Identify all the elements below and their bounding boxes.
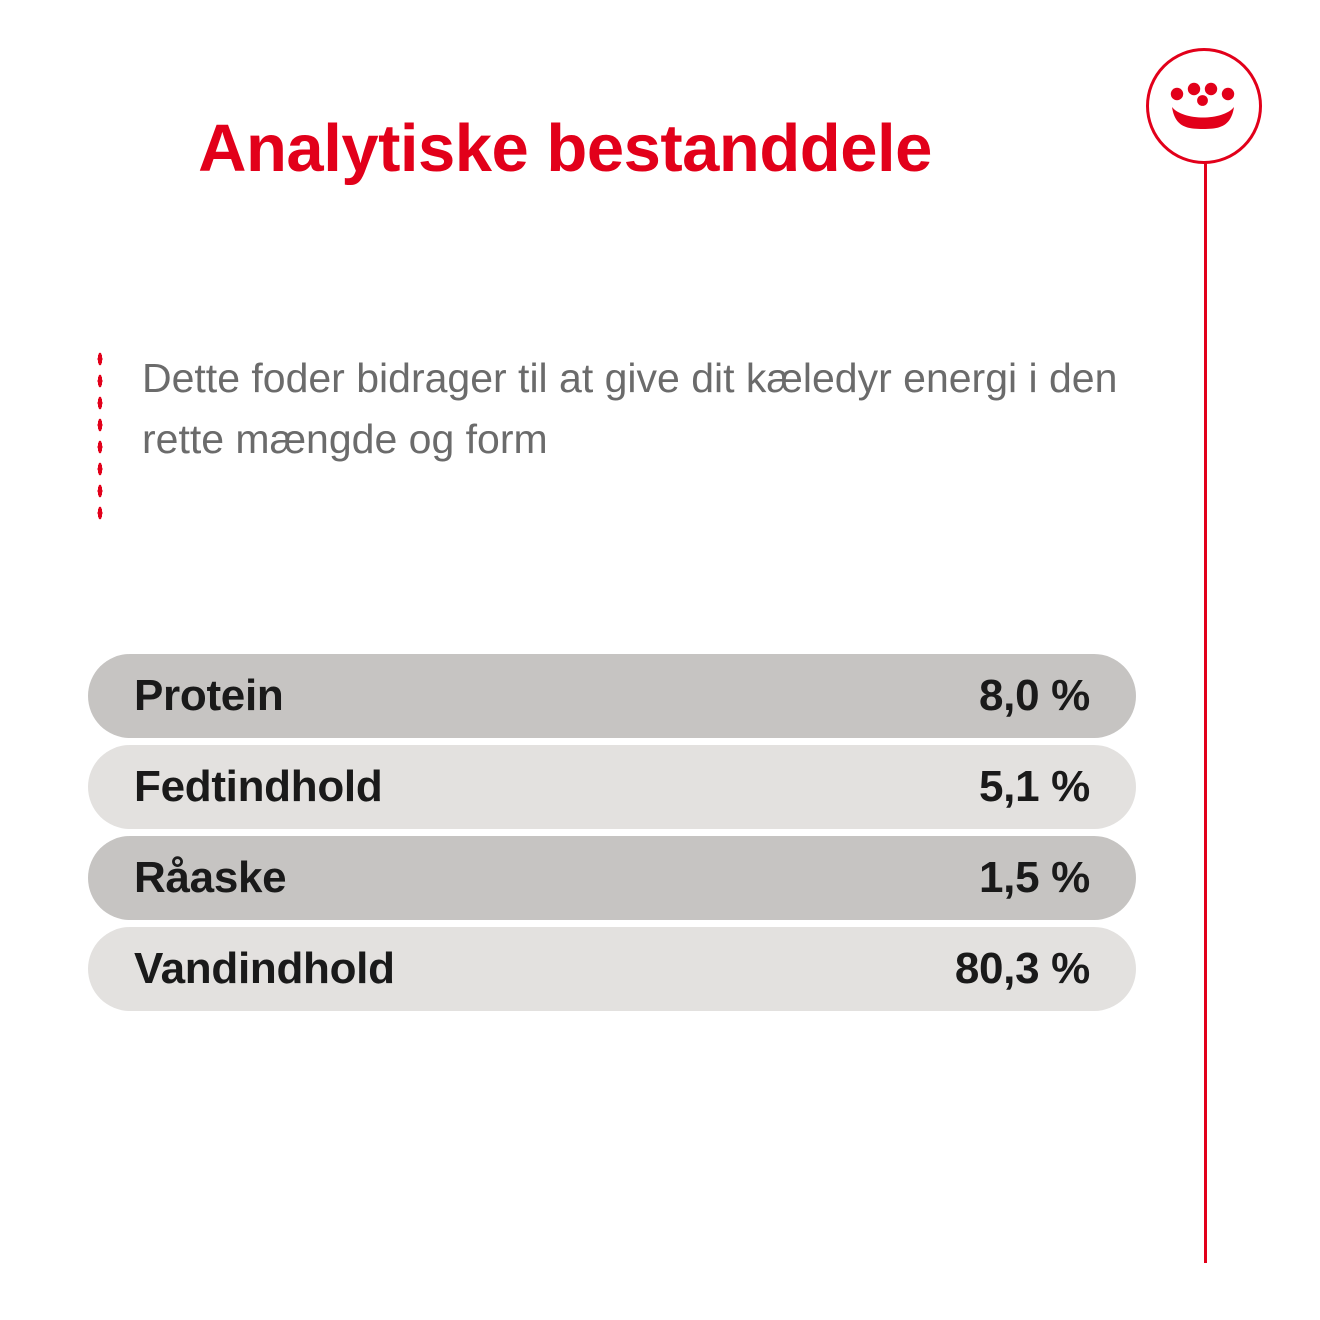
nutrient-value: 1,5 % — [978, 853, 1090, 902]
table-row — [88, 927, 1136, 1011]
brand-mark — [1146, 48, 1270, 1268]
royal-canin-crown-logo — [1167, 80, 1241, 132]
page-title: Analytiske bestanddele — [198, 111, 932, 186]
table-row — [88, 654, 1136, 738]
dotted-rule-decoration — [96, 348, 104, 520]
nutrient-label: Fedtindhold — [134, 762, 383, 811]
table-row — [88, 745, 1136, 829]
intro-text: Dette foder bidrager til at give dit kæledyr energi i den rette mængde og form — [142, 355, 1118, 462]
intro-block — [96, 348, 1156, 520]
nutrient-value: 80,3 % — [954, 944, 1090, 993]
brand-circle — [1146, 48, 1262, 164]
nutrient-label: Vandindhold — [134, 944, 395, 993]
brand-vertical-line — [1204, 158, 1207, 1263]
nutrient-label: Råaske — [134, 853, 287, 902]
nutrient-value: 8,0 % — [978, 671, 1090, 720]
nutrient-value: 5,1 % — [978, 762, 1090, 811]
nutrient-label: Protein — [134, 671, 284, 720]
table-row — [88, 836, 1136, 920]
nutrient-table — [88, 654, 1136, 1018]
